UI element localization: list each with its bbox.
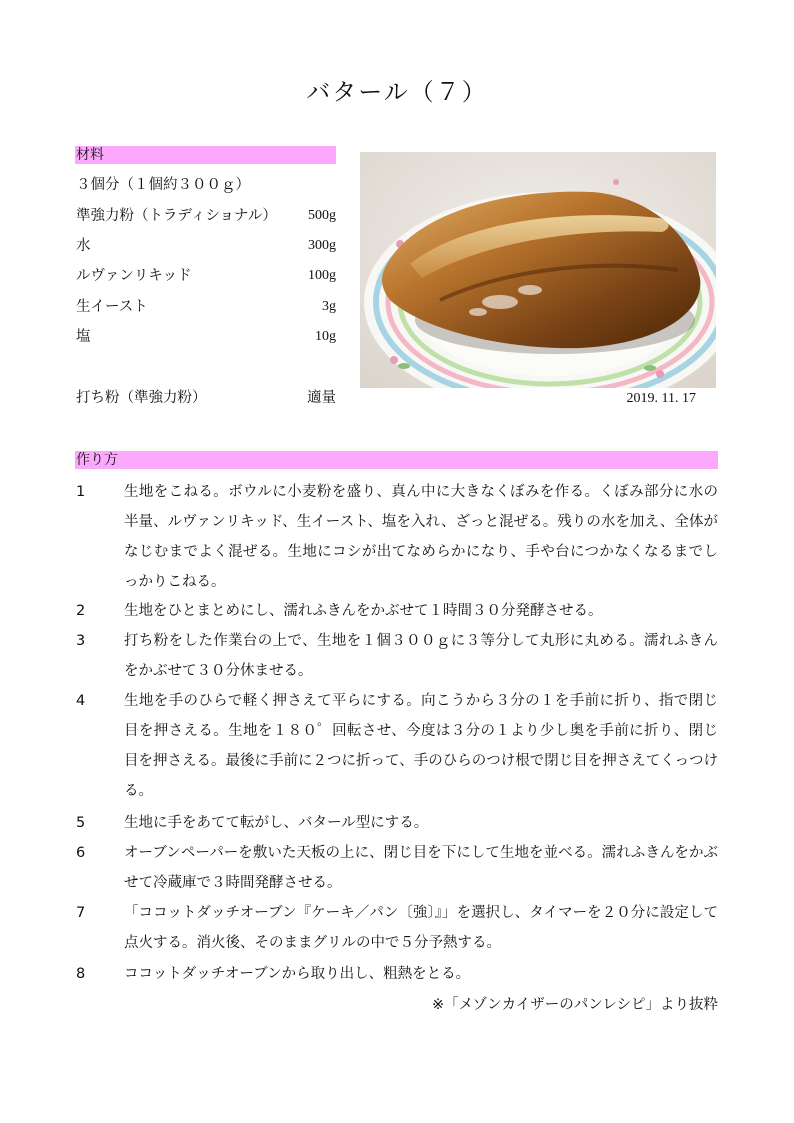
ingredient-row: [76, 297, 336, 317]
ingredient-name: 準強力粉（トラディショナル）: [76, 208, 277, 224]
step-text: 「ココットダッチオーブン『ケーキ／パン〔強〕』」を選択し、タイマーを２０分に設定して点火する。消火後、そのままグリルの中で５分予熱する。: [124, 905, 718, 951]
ingredient-amount: 300g: [308, 238, 336, 253]
ingredients-yield: [76, 175, 336, 195]
step-number: 8: [76, 966, 86, 982]
step-number: 5: [76, 815, 86, 831]
step-text: 生地をこねる。ボウルに小麦粉を盛り、真ん中に大きなくぼみを作る。くぼみ部分に水の半量、ルヴァンリキッド、生イースト、塩を入れ、ざっと混ぜる。残りの水を加え、全体がなじむまでよく混ぜる。生地にコシが出てなめらかになり、手や台につかなくなるまでしっかりこねる。: [124, 484, 718, 590]
page-title: バタール（７）: [306, 78, 488, 106]
ingredient-name: ルヴァンリキッド: [76, 268, 192, 284]
ingredient-amount: 500g: [308, 208, 336, 223]
step-text: 生地をひとまとめにし、濡れふきんをかぶせて１時間３０分発酵させる。: [124, 603, 603, 619]
ingredient-row-dusting: [76, 388, 336, 408]
ingredient-row: [76, 266, 336, 286]
step-text: 生地に手をあてて転がし、バタール型にする。: [124, 815, 429, 831]
step-number: 3: [76, 633, 86, 649]
ingredient-name: 打ち粉（準強力粉）: [76, 390, 207, 406]
step-text: 生地を手のひらで軽く押さえて平らにする。向こうから３分の１を手前に折り、指で閉じ目を押さえる。生地を１８０゜回転させ、今度は３分の１より少し奥を手前に折り、閉じ目を押さえる。最後に手前に２つに折って、手のひらのつけ根で閉じ目を押さえてくっつける。: [124, 693, 718, 799]
ingredient-amount: 適量: [307, 390, 336, 406]
ingredient-name: 生イースト: [76, 299, 148, 315]
ingredient-row: [76, 327, 336, 347]
step-number: 2: [76, 603, 86, 619]
ingredient-amount: 10g: [315, 329, 336, 344]
yield-text: ３個分（１個約３００ｇ）: [76, 177, 250, 193]
ingredient-amount: 100g: [308, 268, 336, 283]
step-text: オーブンペーパーを敷いた天板の上に、閉じ目を下にして生地を並べる。濡れふきんをかぶせて冷蔵庫で３時間発酵させる。: [124, 845, 718, 891]
step-number: 6: [76, 845, 86, 861]
ingredients-heading: 材料: [75, 146, 336, 164]
bread-photo: [360, 152, 716, 388]
ingredient-name: 塩: [76, 329, 91, 345]
ingredient-row: [76, 206, 336, 226]
ingredient-row: [76, 236, 336, 256]
ingredient-name: 水: [76, 238, 91, 254]
step-number: 4: [76, 693, 86, 709]
step-text: 打ち粉をした作業台の上で、生地を１個３００ｇに３等分して丸形に丸める。濡れふきんをかぶせて３０分休ませる。: [124, 633, 718, 679]
method-heading: 作り方: [75, 451, 718, 469]
step-number: 1: [76, 484, 86, 500]
step-number: 7: [76, 905, 86, 921]
ingredient-amount: 3g: [322, 299, 336, 314]
step-text: ココットダッチオーブンから取り出し、粗熱をとる。: [124, 966, 471, 982]
source-note: ※「メゾンカイザーのパンレシピ」より抜粋: [431, 997, 718, 1013]
photo-date: 2019. 11. 17: [626, 391, 696, 406]
